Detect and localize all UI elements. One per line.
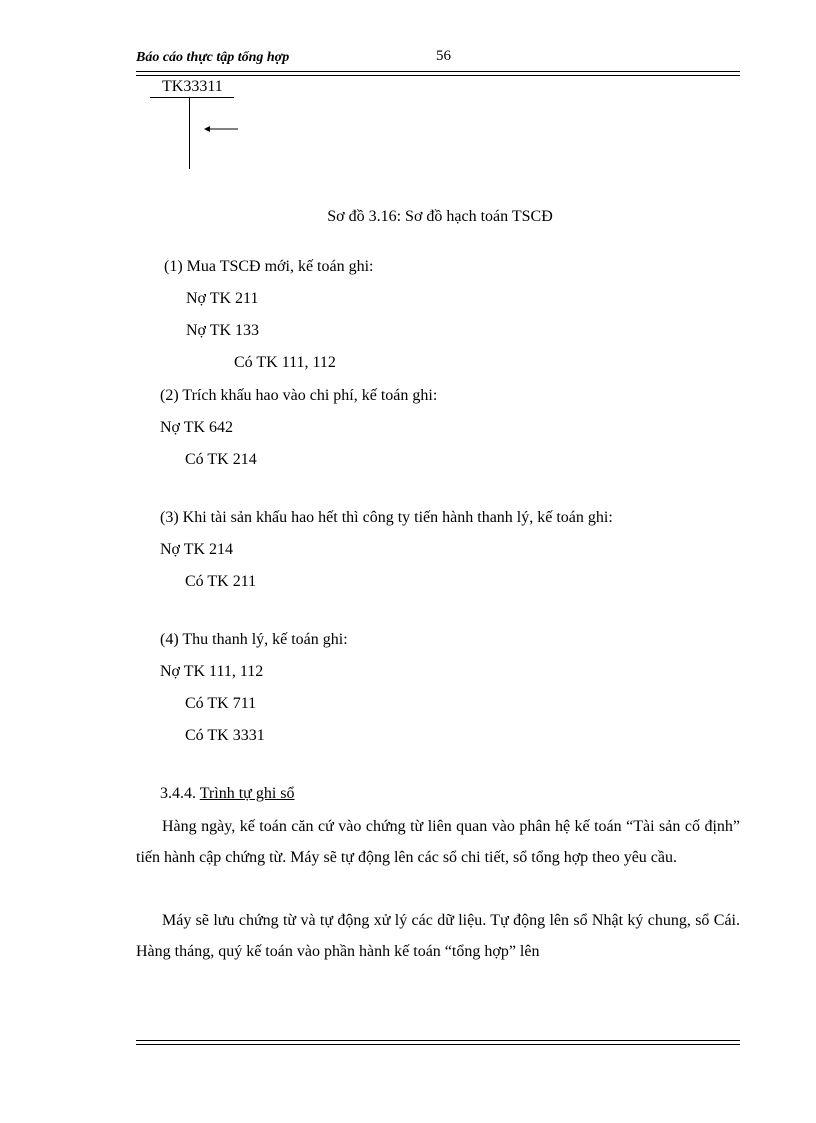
entry-1-debit-2: Nợ TK 133 [186, 322, 260, 339]
entry-1-debit-1: Nợ TK 211 [186, 290, 259, 307]
t-account-top-line [150, 97, 234, 98]
section-heading [160, 785, 295, 803]
running-header-title: Báo cáo thực tập tổng hợp [136, 50, 290, 65]
diagram-caption: Sơ đồ 3.16: Sơ đồ hạch toán TSCĐ [327, 208, 553, 225]
entry-3-title: (3) Khi tài sản khấu hao hết thì công ty tiến hành thanh lý, kế toán ghi: [160, 509, 613, 526]
entry-2-debit: Nợ TK 642 [160, 419, 234, 436]
page-number: 56 [436, 48, 451, 64]
entry-2-credit: Có TK 214 [185, 451, 257, 468]
entry-3-debit: Nợ TK 214 [160, 541, 234, 558]
entry-2-title: (2) Trích khấu hao vào chi phí, kế toán ghi: [160, 387, 438, 404]
header-rule [136, 71, 740, 76]
entry-1-credit: Có TK 111, 112 [234, 354, 336, 371]
footer-rule [136, 1040, 740, 1045]
entry-4-title: (4) Thu thanh lý, kế toán ghi: [160, 631, 348, 648]
left-arrow-icon [204, 126, 240, 132]
section-paragraph-1: Hàng ngày, kế toán căn cứ vào chứng từ liên quan vào phân hệ kế toán “Tài sản cố định” tiến hành cập chứng từ. Máy sẽ tự động lên các sổ chi tiết, sổ tổng hợp theo yêu cầu. [136, 818, 740, 866]
entry-4-credit-1: Có TK 711 [185, 695, 257, 712]
entry-3-credit: Có TK 211 [185, 573, 257, 590]
section-number: 3.4.4. [160, 785, 196, 802]
t-account-label: TK33311 [162, 78, 223, 95]
entry-4-credit-2: Có TK 3331 [185, 727, 265, 744]
section-paragraph-2: Máy sẽ lưu chứng từ và tự động xử lý các dữ liệu. Tự động lên sổ Nhật ký chung, sổ Cái. Hàng tháng, quý kế toán vào phần hành kế toán “tổng hợp” lên [136, 912, 740, 960]
entry-4-debit: Nợ TK 111, 112 [160, 663, 264, 680]
entry-1-title: (1) Mua TSCĐ mới, kế toán ghi: [164, 258, 374, 275]
section-title: Trình tự ghi sổ [199, 785, 295, 802]
t-account-vertical-line [189, 97, 190, 169]
